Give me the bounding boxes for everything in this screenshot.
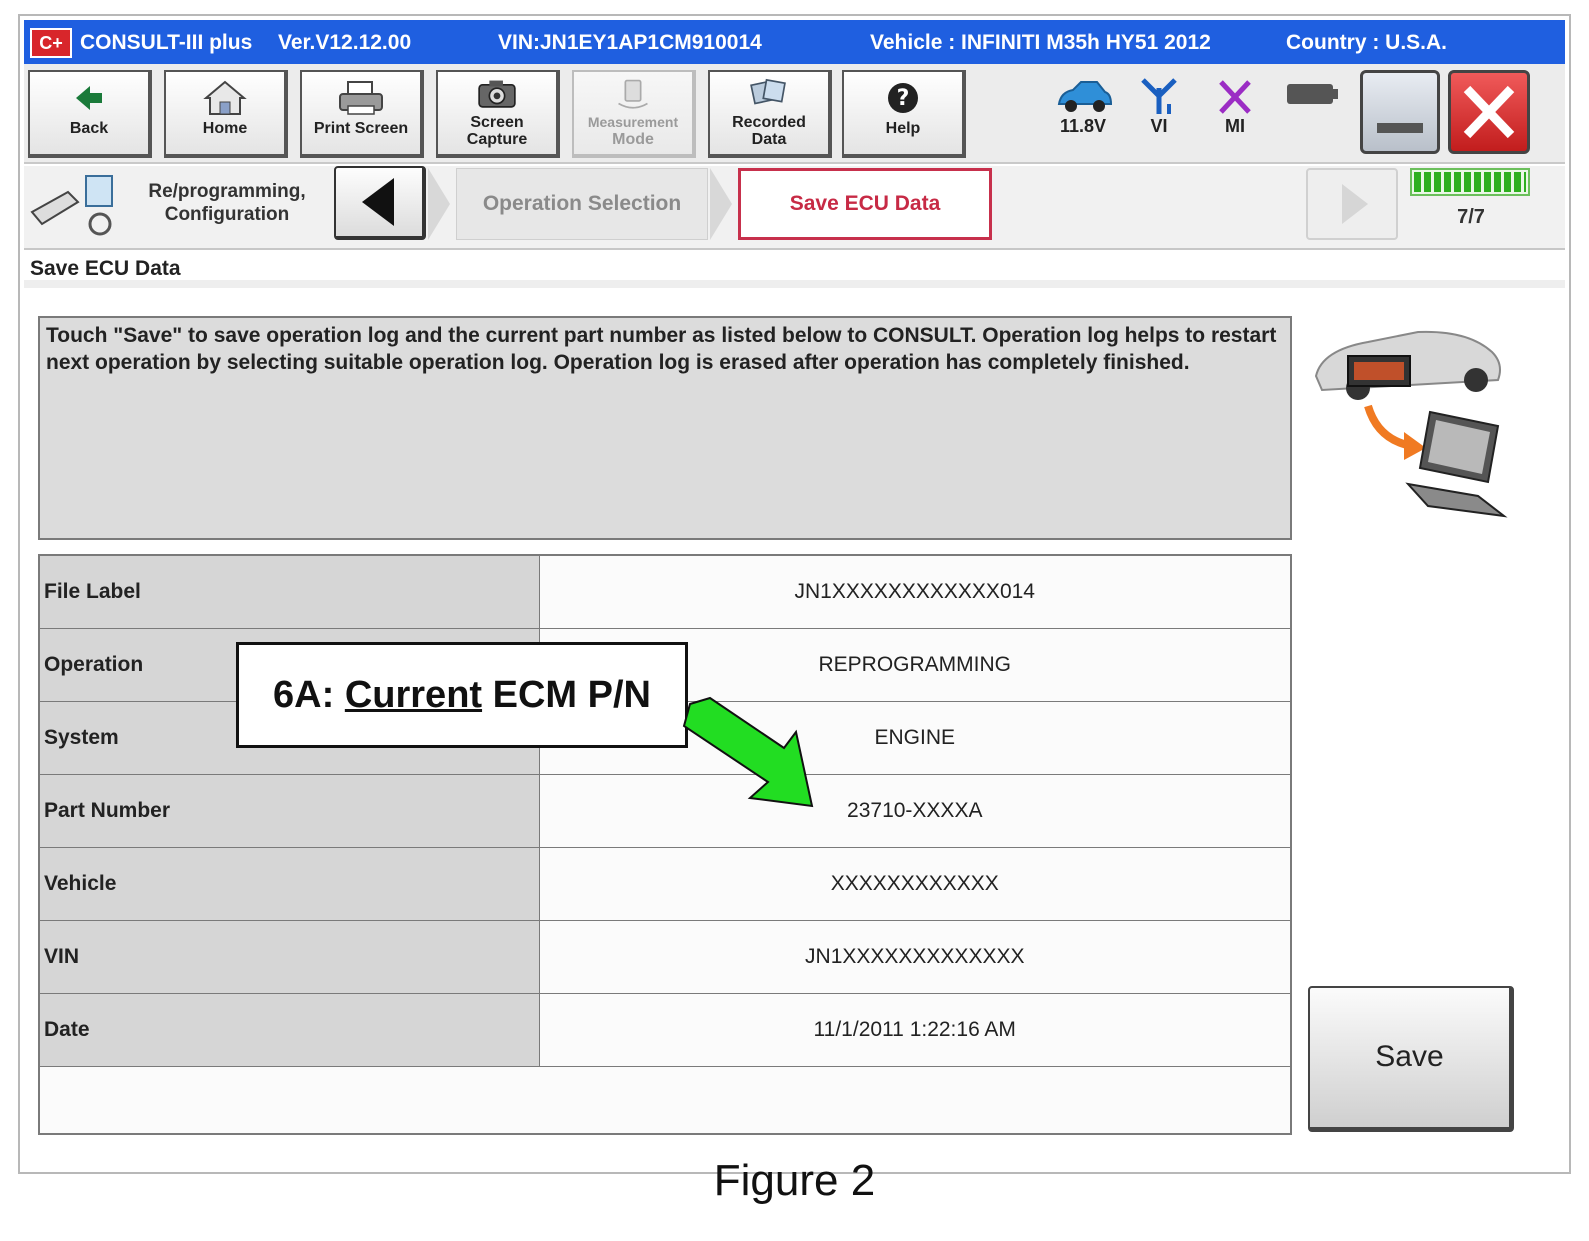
screen-capture-label-2: Capture	[466, 131, 528, 148]
minimize-button[interactable]	[1360, 70, 1440, 154]
crumb-separator	[710, 168, 732, 240]
page-title: Save ECU Data	[24, 252, 1565, 288]
help-button-label: Help	[885, 120, 921, 137]
empty-cell	[39, 1066, 1291, 1134]
recorded-data-button[interactable]	[708, 70, 832, 158]
mi-cross-icon	[1205, 76, 1265, 116]
recorded-data-icon	[742, 78, 796, 112]
battery-voltage: 11.8V	[1059, 116, 1107, 136]
app-name: CONSULT-III plus	[80, 31, 253, 54]
next-step-button[interactable]	[1306, 168, 1398, 240]
save-button[interactable]: Save	[1308, 986, 1514, 1132]
recorded-data-label-1: Recorded	[732, 114, 806, 131]
step-progress	[1410, 168, 1532, 240]
triangle-left-icon	[336, 168, 422, 236]
row-value-vehicle: XXXXXXXXXXXX	[539, 847, 1291, 920]
progress-bar	[1410, 168, 1530, 196]
signal-indicator	[1276, 76, 1346, 116]
measurement-mode-label-2: Mode	[612, 131, 654, 148]
row-label-file-label: File Label	[39, 555, 539, 628]
nav-title-line1: Re/programming,	[148, 181, 306, 202]
consult-logo-icon: C+	[30, 28, 72, 58]
figure-caption: Figure 2	[713, 1156, 876, 1205]
country-label: Country : U.S.A.	[1286, 31, 1447, 54]
row-label-operation: Operation	[39, 628, 539, 701]
home-button[interactable]	[164, 70, 288, 158]
car-icon	[1053, 76, 1113, 116]
progress-fill	[1414, 172, 1526, 192]
table-row	[39, 774, 1291, 847]
back-button[interactable]	[28, 70, 152, 158]
toolbar	[24, 64, 1565, 164]
row-value-vin: JN1XXXXXXXXXXXXX	[539, 920, 1291, 993]
home-button-label: Home	[202, 120, 248, 137]
battery-indicator	[1048, 76, 1118, 137]
row-label-vehicle: Vehicle	[39, 847, 539, 920]
row-label-vin: VIN	[39, 920, 539, 993]
vi-indicator	[1124, 76, 1194, 137]
nav-title	[132, 180, 322, 226]
screen-capture-label-1: Screen	[470, 114, 524, 131]
close-button[interactable]	[1448, 70, 1530, 154]
row-label-date: Date	[39, 993, 539, 1066]
battery-icon	[1281, 76, 1341, 116]
measurement-icon	[606, 78, 660, 112]
print-screen-label: Print Screen	[313, 120, 409, 137]
camera-icon	[470, 78, 524, 112]
callout-suffix: ECM P/N	[482, 674, 651, 716]
printer-icon	[334, 78, 388, 118]
crumb-operation-selection[interactable]: Operation Selection	[456, 168, 708, 240]
help-button[interactable]	[842, 70, 966, 158]
row-value-part-number: 23710-XXXXA	[539, 774, 1291, 847]
triangle-right-icon	[1308, 170, 1396, 238]
crumb-save-ecu-data[interactable]: Save ECU Data	[738, 168, 992, 240]
title-bar	[24, 20, 1565, 64]
minimize-icon	[1377, 123, 1423, 133]
table-row	[39, 847, 1291, 920]
table-row	[39, 920, 1291, 993]
mi-label: MI	[1225, 116, 1245, 136]
antenna-icon	[1129, 76, 1189, 116]
callout-underlined: Current	[344, 674, 483, 716]
home-icon	[198, 78, 252, 118]
back-arrow-icon	[62, 78, 116, 118]
table-row	[39, 555, 1291, 628]
vin-label: VIN:JN1EY1AP1CM910014	[498, 31, 762, 54]
callout-prefix: 6A:	[273, 674, 345, 716]
row-value-file-label: JN1XXXXXXXXXXXX014	[539, 555, 1291, 628]
table-row	[39, 993, 1291, 1066]
consult-window	[18, 14, 1571, 1174]
close-icon	[1451, 73, 1527, 151]
crumb-separator	[428, 168, 450, 240]
measurement-mode-button[interactable]	[572, 70, 696, 158]
row-label-system: System	[39, 701, 539, 774]
row-value-system: ENGINE	[539, 701, 1291, 774]
progress-text: 7/7	[1457, 206, 1485, 228]
help-icon	[876, 78, 930, 118]
vi-label: VI	[1150, 116, 1168, 136]
car-laptop-illustration-icon	[1308, 316, 1518, 526]
recorded-data-label-2: Data	[751, 131, 787, 148]
app-version: Ver.V12.12.00	[278, 31, 412, 54]
row-label-part-number: Part Number	[39, 774, 539, 847]
vehicle-label: Vehicle : INFINITI M35h HY51 2012	[870, 31, 1211, 54]
svg-text:?: ?	[896, 86, 910, 111]
instruction-text: Touch "Save" to save operation log and the current part number as listed below to CONSULT. Operation log helps to restart next operation by selecting suitable operation log. Operation log is erased after operation has completely finished.	[38, 316, 1292, 540]
nav-title-line2: Configuration	[164, 204, 290, 225]
annotation-callout	[236, 642, 688, 748]
back-button-label: Back	[69, 120, 109, 137]
print-screen-button[interactable]	[300, 70, 424, 158]
callout-arrow-icon	[680, 696, 830, 816]
reprogramming-icon	[28, 172, 124, 240]
previous-step-button[interactable]	[334, 166, 426, 240]
measurement-mode-label-1: Measurement	[587, 114, 679, 130]
screen-capture-button[interactable]	[436, 70, 560, 158]
navigation-bar	[24, 166, 1565, 250]
row-value-operation: REPROGRAMMING	[539, 628, 1291, 701]
mi-indicator	[1200, 76, 1270, 137]
table-row-empty	[39, 1066, 1291, 1134]
row-value-date: 11/1/2011 1:22:16 AM	[539, 993, 1291, 1066]
